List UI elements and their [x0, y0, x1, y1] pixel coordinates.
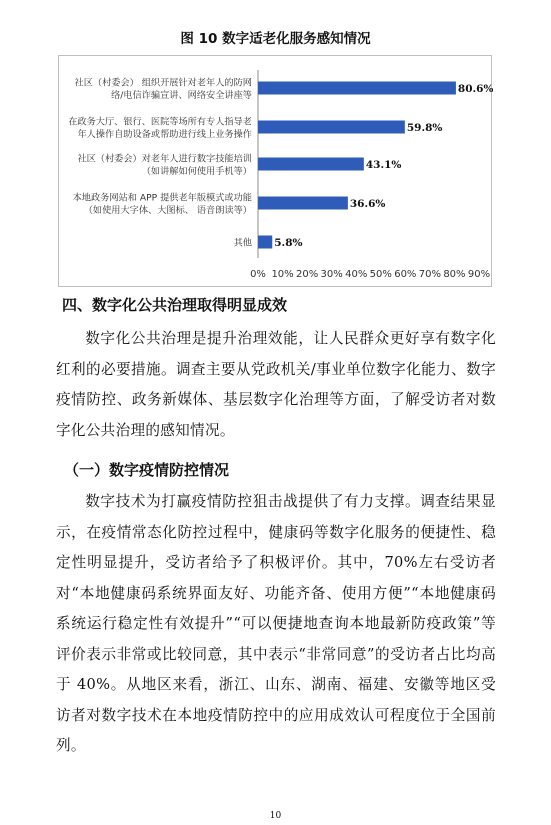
bar [258, 197, 348, 210]
data-label: 59.8% [406, 122, 443, 134]
x-tick-label: 20% [295, 269, 319, 280]
category-label: 在政务大厅、银行、医院等场所有专人指导老 [68, 116, 252, 128]
bar [258, 121, 405, 134]
bar-chart [59, 56, 493, 288]
bar [258, 236, 272, 249]
category-label: （如使用大字体、大图标、 语音朗读等） [83, 204, 252, 216]
bar [258, 158, 364, 171]
chart-frame [58, 55, 492, 287]
figure-title: 图 10 数字适老化服务感知情况 [180, 31, 371, 47]
category-label: 络/电信诈骗宣讲、网络安全讲座等 [111, 89, 252, 101]
x-tick-label: 30% [320, 269, 343, 280]
category-label: 其他 [233, 237, 252, 249]
data-label: 36.6% [349, 198, 386, 210]
x-tick-label: 80% [443, 269, 466, 280]
category-label: 社区（村委会）对老年人进行数字技能培训 [77, 153, 252, 165]
data-label: 43.1% [365, 159, 402, 171]
paragraph-2: 数字技术为打赢疫情防控狙击战提供了有力支撑。调查结果显示，在疫情常态化防控过程中，健康码等数字化服务的便捷性、稳定性明显提升，受访者给予了积极评价。其中，70%左右受访者对“本地健康码系统界面友好、功能齐备、使用方便”“本地健康码系统运行稳定性有效提升”“可以便捷地查询本地最新防疫政策”等评价表示非常或比较同意，其中表示“非常同意”的受访者占比均高于 40%。从地区来看，浙江、山东、湖南、福建、安徽等地区受访者对数字技术在本地疫情防控中的应用成效认可程度位于全国前列。 [56, 493, 496, 754]
x-tick-label: 90% [467, 269, 491, 280]
x-tick-label: 60% [394, 269, 417, 280]
x-tick-label: 10% [271, 269, 294, 280]
x-tick-label: 50% [369, 269, 392, 280]
data-label: 5.8% [274, 237, 303, 249]
x-tick-label: 40% [345, 269, 368, 280]
bar [258, 82, 456, 95]
x-tick-label: 70% [418, 269, 442, 280]
data-label: 80.6% [457, 83, 493, 95]
category-label: 本地政务网站和 APP 提供老年版模式或功能 [72, 192, 252, 204]
category-label: 社区（村委会） 组织开展针对老年人的防网 [74, 77, 252, 89]
page-number: 10 [269, 811, 282, 821]
section-heading: 四、数字化公共治理取得明显成效 [62, 296, 288, 314]
category-label: （如讲解如何使用手机等） [141, 165, 252, 177]
x-tick-label: 0% [250, 269, 266, 280]
paragraph-1: 数字化公共治理是提升治理效能，让人民群众更好享有数字化红利的必要措施。调查主要从党政机关/事业单位数字化能力、数字疫情防控、政务新媒体、基层数字化治理等方面，了解受访者对数字化公共治理的感知情况。 [56, 330, 496, 439]
category-label: 年人操作自助设备或帮助进行线上业务操作 [77, 128, 252, 140]
subsection-heading: （一）数字疫情防控情况 [64, 461, 230, 479]
